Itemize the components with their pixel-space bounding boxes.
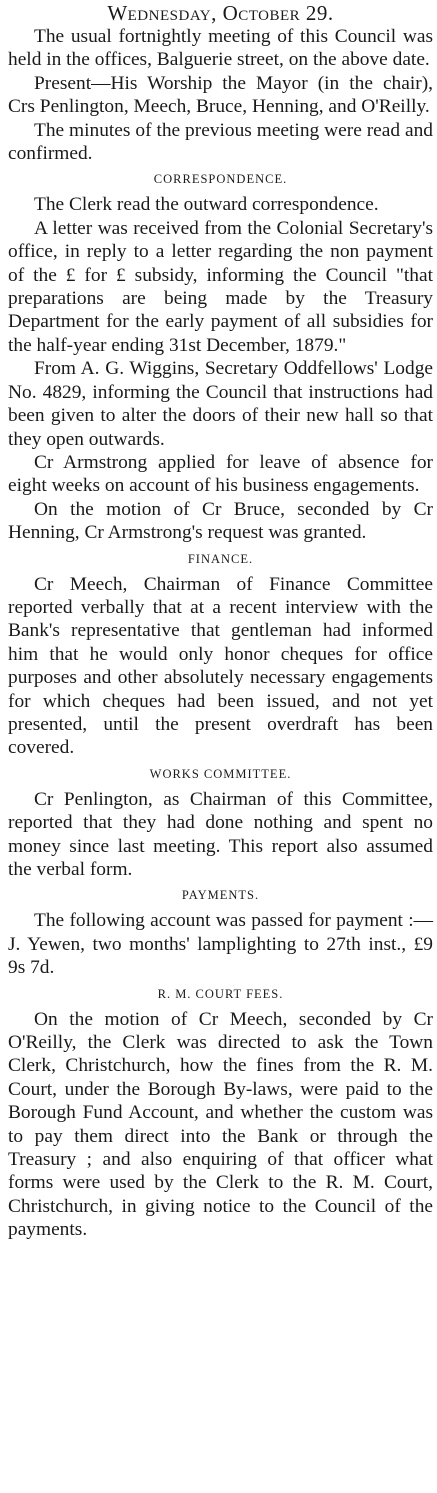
paragraph: On the motion of Cr Bruce, seconded by Cr Henning, Cr Armstrong's request was granted. bbox=[8, 498, 433, 544]
paragraph: Cr Penlington, as Chairman of this Committee, reported that they had done nothing and spent no money since last meeting. This report also assumed the verbal form. bbox=[8, 788, 433, 880]
section-rm-court-fees bbox=[8, 983, 433, 1242]
paragraph: The Clerk read the outward correspondence. bbox=[34, 194, 379, 216]
section-opening bbox=[8, 25, 433, 165]
section-heading: WORKS COMMITTEE. bbox=[149, 766, 292, 781]
paragraph: Cr Meech, Chairman of Finance Committee reported verbally that at a recent interview with the Bank's representative that gentleman had informed him that he would only honor cheques for office purposes and other absolutely necessary engagements for which cheques had been issued, and not yet presented, until the present overdraft has been covered. bbox=[8, 573, 433, 759]
dateline: Wednesday, October 29. bbox=[107, 1, 334, 25]
section-heading: R. M. COURT FEES. bbox=[157, 986, 284, 1001]
section-heading: CORRESPONDENCE. bbox=[153, 172, 288, 187]
paragraph: The usual fortnightly meeting of this Council was held in the offices, Balguerie street, on the above date. bbox=[8, 26, 433, 71]
section-works-committee bbox=[8, 763, 433, 882]
paragraph: The following account was passed for payment :—J. Yewen, two months' lamplighting to 27th inst., £9 9s 7d. bbox=[8, 910, 433, 979]
section-heading: PAYMENTS. bbox=[181, 888, 260, 903]
section-correspondence bbox=[8, 168, 433, 544]
section-heading: FINANCE. bbox=[187, 551, 254, 566]
paragraph: From A. G. Wiggins, Secretary Oddfellows' Lodge No. 4829, informing the Council that instructions had been given to alter the doors of their new hall so that they open outwards. bbox=[8, 358, 433, 450]
paragraph: The minutes of the previous meeting were read and confirmed. bbox=[8, 119, 433, 165]
paragraph: Cr Armstrong applied for leave of absence for eight weeks on account of his business engagements. bbox=[8, 451, 433, 497]
paragraph: On the motion of Cr Meech, seconded by Cr O'Reilly, the Clerk was directed to ask the Town Clerk, Christchurch, how the fines from the R. M. Court, under the Borough By-laws, were paid to the Borough Fund Account, and whether the custom was to pay them direct into the Bank or through the Treasury ; and also enquiring of that officer what forms were used by the Clerk to the R. M. Court, Christchurch, in giving notice to the Council of the payments. bbox=[8, 1008, 433, 1241]
section-payments bbox=[8, 884, 433, 979]
section-finance bbox=[8, 548, 433, 760]
paragraph: Present—His Worship the Mayor (in the chair), Crs Penlington, Meech, Bruce, Henning, and O'Reilly. bbox=[8, 72, 433, 118]
paragraph: A letter was received from the Colonial Secretary's office, in reply to a letter regarding the non payment of the £ for £ subsidy, informing the Council "that preparations are being made by the Treasury Department for the early payment of all subsidies for the half-year ending 31st December, 1879." bbox=[8, 217, 433, 356]
